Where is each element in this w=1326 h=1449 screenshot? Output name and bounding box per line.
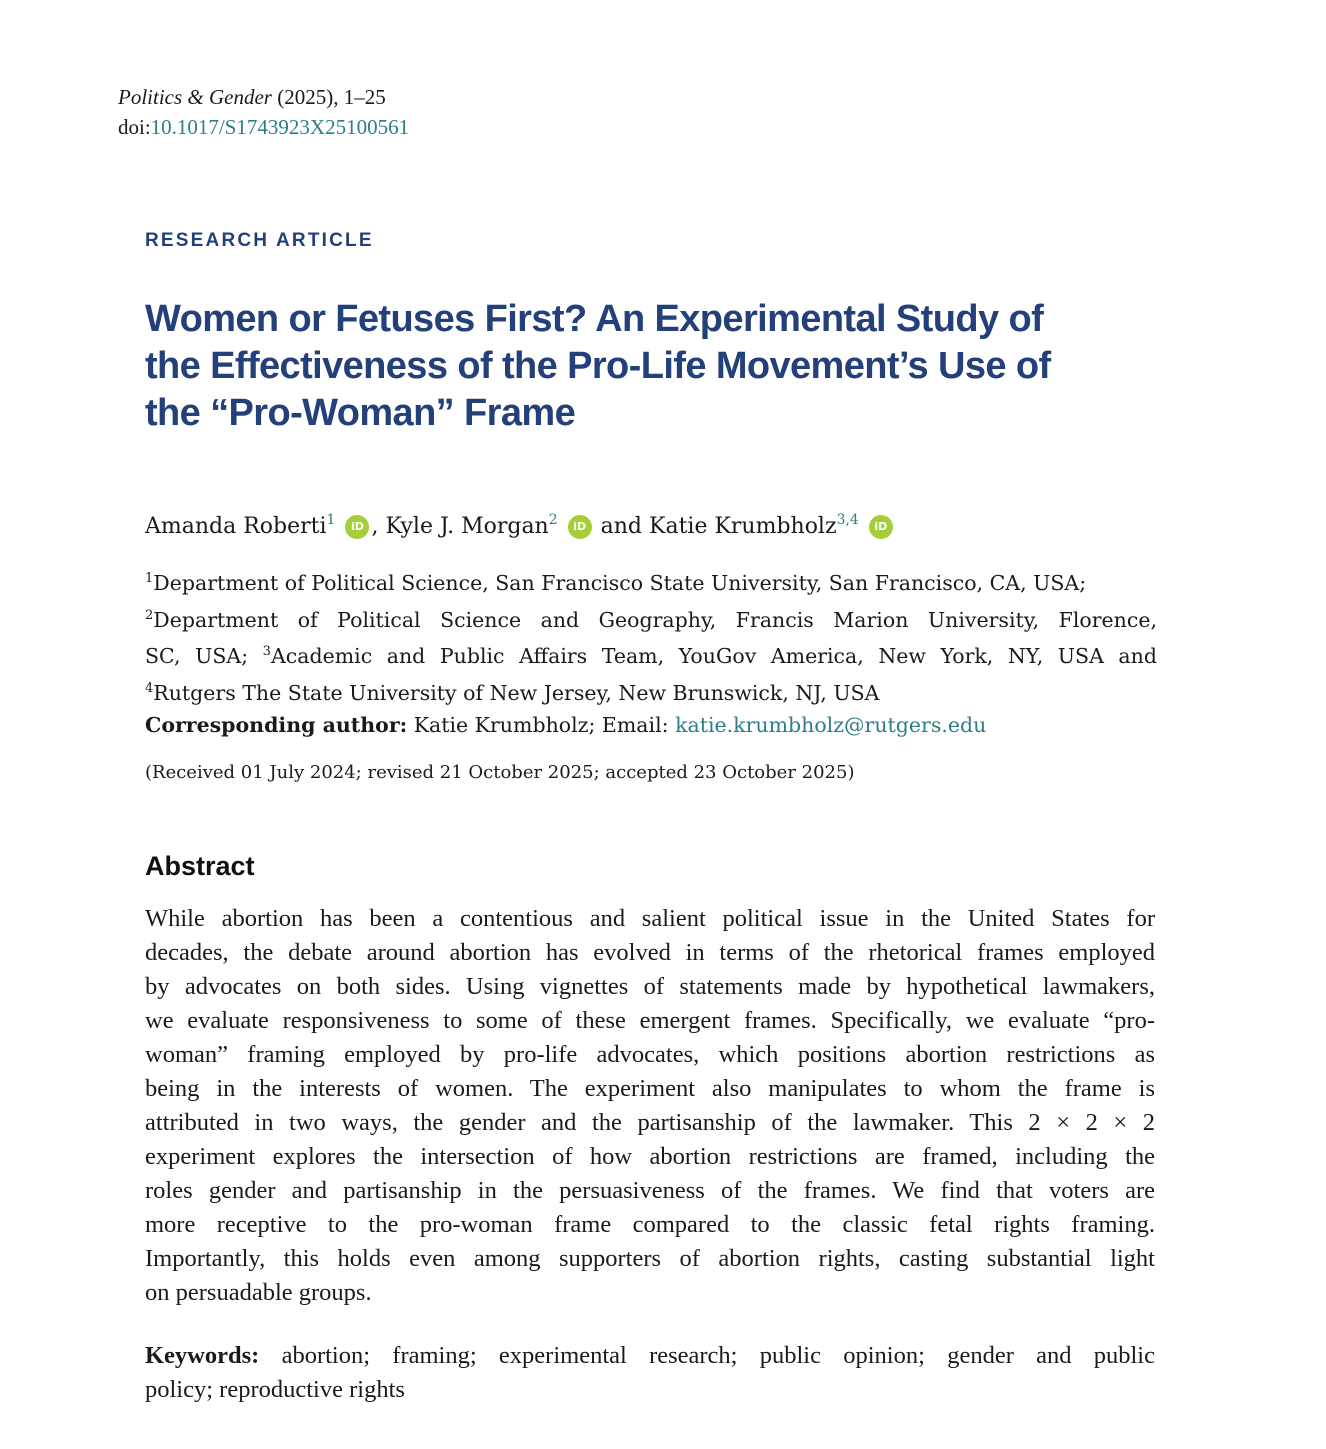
affiliation-sup: 2 (145, 607, 154, 623)
keywords-line-1 (145, 1339, 1155, 1373)
affiliation-sup: 4 (145, 680, 154, 696)
author-separator: and (593, 514, 650, 539)
abstract-line: being in the interests of women. The experiment also manipulates to whom the frame is (145, 1075, 1155, 1102)
abstract-line: by advocates on both sides. Using vignettes of statements made by hypothetical lawmakers, (145, 973, 1155, 1000)
affiliation-line-4 (145, 673, 1157, 710)
journal-year-pages: (2025), 1–25 (271, 85, 386, 109)
keywords-label: Keywords: (145, 1342, 260, 1369)
author-name: Kyle J. Morgan (385, 514, 549, 539)
abstract-line: more receptive to the pro-woman frame compared to the classic fetal rights framing. (145, 1211, 1155, 1238)
article-title (145, 296, 1175, 437)
affiliation-line-2 (145, 600, 1157, 637)
author-affiliation-sup: 3,4 (836, 512, 859, 528)
abstract-line: While abortion has been a contentious and salient political issue in the United States for (145, 905, 1155, 932)
abstract-line: decades, the debate around abortion has evolved in terms of the rhetorical frames employed (145, 939, 1155, 966)
affiliation-text: Rutgers The State University of New Jersey, New Brunswick, NJ, USA (153, 680, 880, 705)
orcid-icon[interactable]: iD (568, 515, 592, 539)
corresponding-text: Katie Krumbholz; Email: (407, 713, 676, 737)
affiliation-text: Department of Political Science and Geography, Francis Marion University, Florence, (153, 607, 1157, 632)
abstract-line: attributed in two ways, the gender and the partisanship of the lawmaker. This 2 × 2 × 2 (145, 1109, 1155, 1136)
doi-link[interactable]: 10.1017/S1743923X25100561 (150, 115, 410, 139)
author-separator: , (371, 514, 386, 539)
title-line-3: the “Pro-Woman” Frame (145, 392, 576, 434)
journal-citation (118, 82, 409, 112)
abstract-line: we evaluate responsiveness to some of these emergent frames. Specifically, we evaluate “pro- (145, 1007, 1155, 1034)
abstract-line: woman” framing employed by pro-life advocates, which positions abortion restrictions as (145, 1041, 1155, 1068)
affiliation-line-1 (145, 563, 1157, 600)
title-line-1: Women or Fetuses First? An Experimental Study of (145, 298, 1044, 340)
doi-line (118, 112, 409, 142)
received-dates: (Received 01 July 2024; revised 21 October 2025; accepted 23 October 2025) (145, 762, 855, 783)
email-link[interactable]: katie.krumbholz@rutgers.edu (675, 713, 987, 737)
affiliation-sup: 1 (145, 571, 154, 586)
keywords-text: abortion; framing; experimental research; public opinion; gender and public (259, 1342, 1155, 1369)
abstract-body (145, 902, 1155, 1310)
abstract-line: Importantly, this holds even among supporters of abortion rights, casting substantial light (145, 1245, 1155, 1272)
abstract-heading: Abstract (145, 851, 255, 881)
author-name: Katie Krumbholz (649, 514, 837, 539)
orcid-icon[interactable]: iD (869, 515, 893, 539)
affiliation-text: Academic and Public Affairs Team, YouGov America, New York, NY, USA and (270, 644, 1157, 668)
corresponding-author (145, 709, 1157, 742)
abstract-line: on persuadable groups. (145, 1279, 372, 1306)
author-affiliation-sup: 2 (548, 512, 558, 528)
affiliation-sup: 3 (262, 644, 271, 659)
article-type: RESEARCH ARTICLE (145, 230, 374, 251)
author-name: Amanda Roberti (145, 514, 327, 539)
doi-prefix: doi: (118, 115, 151, 139)
abstract-line: experiment explores the intersection of how abortion restrictions are framed, including the (145, 1143, 1155, 1170)
orcid-icon[interactable]: iD (345, 515, 369, 539)
journal-name: Politics & Gender (118, 85, 272, 109)
affiliations (145, 563, 1157, 742)
keywords (145, 1339, 1155, 1407)
journal-header (118, 82, 409, 142)
title-line-2: the Effectiveness of the Pro-Life Movement’s Use of (145, 345, 1051, 387)
affiliation-line-3 (145, 636, 1157, 673)
keywords-line-2: policy; reproductive rights (145, 1376, 405, 1403)
author-list (145, 500, 895, 547)
affiliation-text: Department of Political Science, San Francisco State University, San Francisco, CA, USA; (153, 571, 1087, 595)
affiliation-text: SC, USA; (145, 644, 263, 668)
author-affiliation-sup: 1 (326, 512, 336, 528)
abstract-line: roles gender and partisanship in the persuasiveness of the frames. We find that voters are (145, 1177, 1155, 1204)
corresponding-label: Corresponding author: (145, 713, 408, 737)
